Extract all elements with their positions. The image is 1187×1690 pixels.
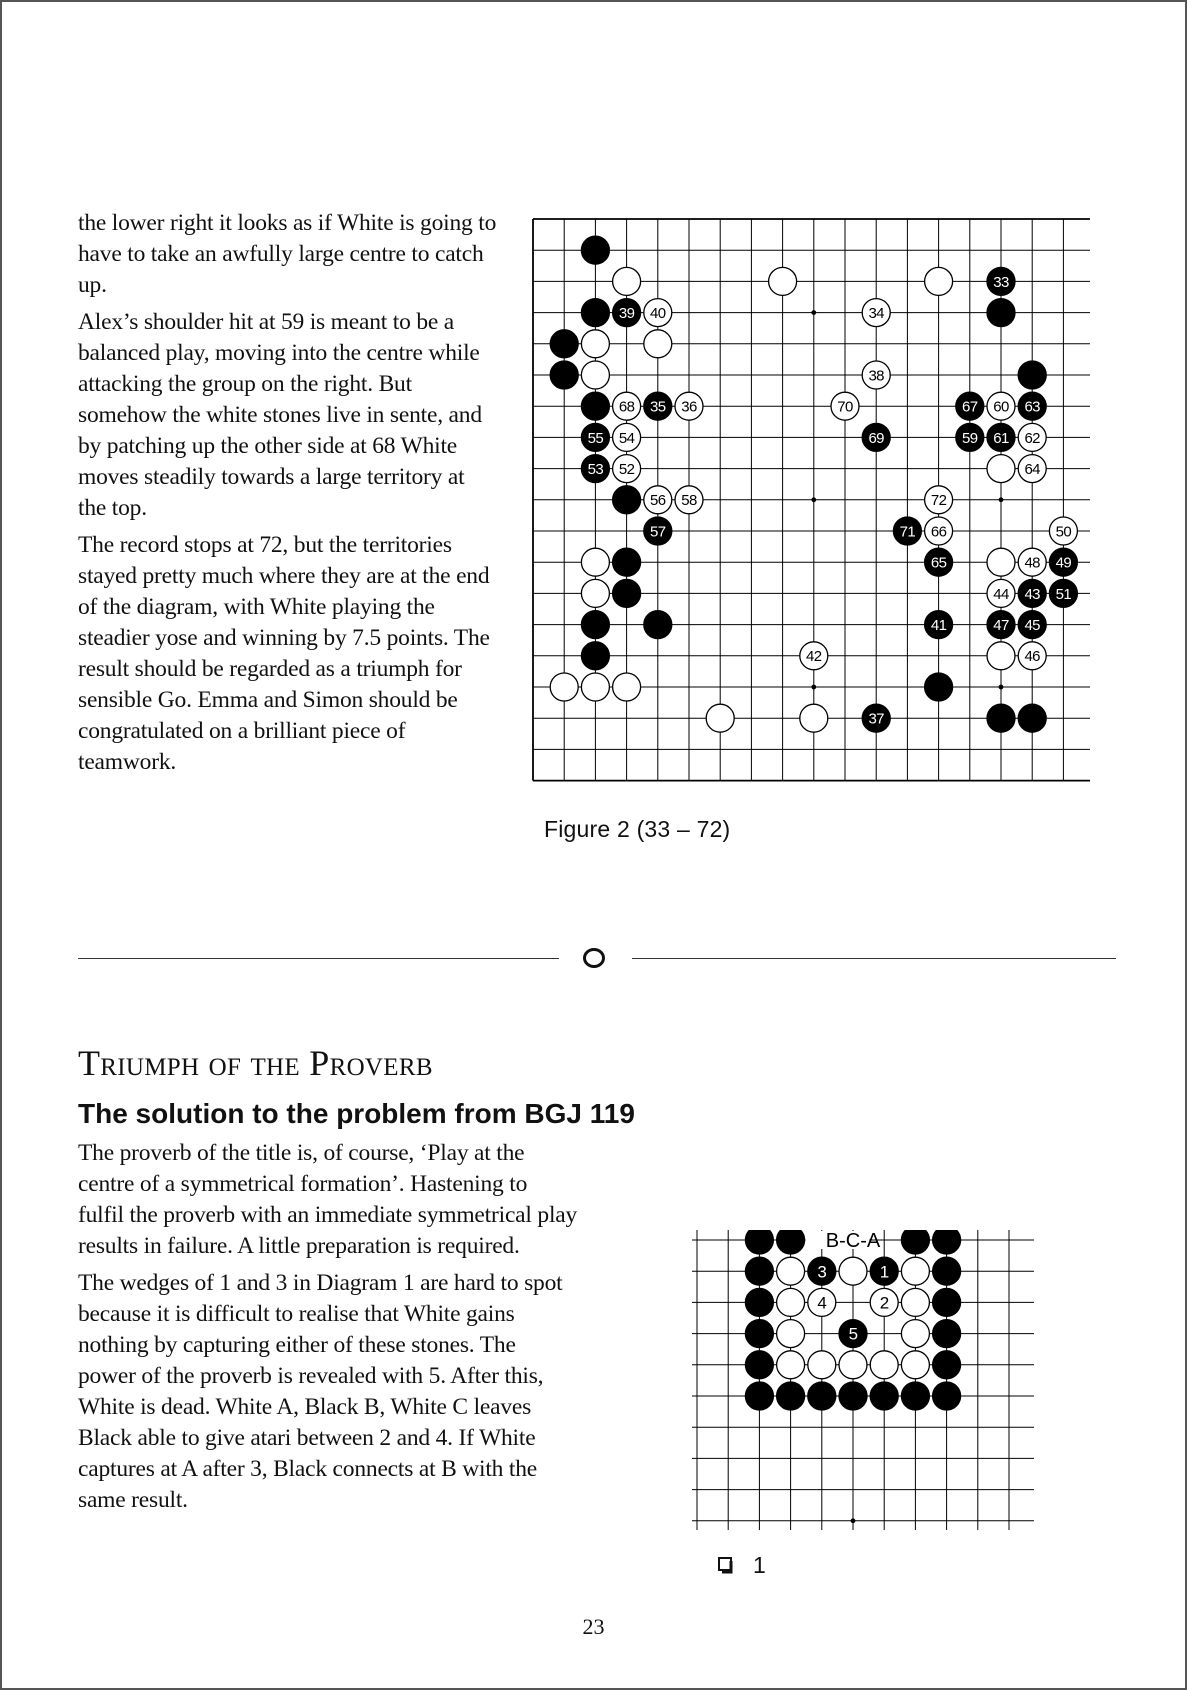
black-stone [613, 579, 641, 607]
stone-number: 56 [650, 492, 666, 510]
black-stone [933, 1257, 961, 1285]
stone-number: 36 [681, 398, 697, 416]
black-stone [745, 1320, 773, 1348]
white-stone [777, 1288, 805, 1316]
diagram-1-number: 1 [753, 1552, 766, 1578]
black-stone [1049, 579, 1077, 607]
black-stone [987, 611, 1015, 639]
white-stone [870, 1288, 898, 1316]
white-stone [613, 392, 641, 420]
stone-number: 40 [650, 305, 666, 322]
black-stone [933, 1320, 961, 1348]
stone-number: 43 [1024, 585, 1040, 603]
black-stone [870, 1257, 898, 1285]
stone-number: 33 [993, 273, 1009, 291]
black-stone [644, 392, 672, 420]
stone-number: 61 [993, 429, 1009, 447]
figure-2-caption: Figure 2 (33 – 72) [544, 816, 731, 842]
stone-number: 66 [930, 523, 947, 541]
stone-number: 38 [868, 367, 884, 385]
white-stone [800, 704, 828, 732]
black-stone [862, 423, 890, 451]
white-stone [831, 392, 859, 420]
white-stone [581, 330, 609, 358]
point-labels: B-C-A [825, 1230, 881, 1252]
paragraph: The proverb of the title is, of course, ‘Play at the centre of a symmetrical formation’. Hastening to fulfil the proverb with an immediate symmetrical play results in failure. A little preparation is required. [78, 1140, 578, 1259]
white-stone [777, 1320, 805, 1348]
black-stone [925, 548, 953, 576]
star-point [999, 685, 1004, 690]
stone-number: 62 [1024, 429, 1040, 447]
diagram-marker-icon [718, 1557, 735, 1574]
black-stone [1018, 704, 1046, 732]
black-stone [956, 423, 984, 451]
black-stone [933, 1382, 961, 1410]
page-number: 23 [582, 1614, 605, 1639]
white-stone [808, 1351, 836, 1379]
white-stone [1018, 642, 1046, 670]
white-stone [808, 1288, 836, 1316]
divider-rule-right [632, 958, 1116, 959]
white-stone [581, 579, 609, 607]
white-stone [925, 267, 953, 295]
stone-number: 42 [806, 648, 822, 666]
white-stone [901, 1257, 929, 1285]
divider-ornament-icon [583, 947, 605, 969]
white-stone [987, 642, 1015, 670]
black-stone [808, 1257, 836, 1285]
stone-number: 44 [993, 585, 1009, 603]
black-stone [745, 1257, 773, 1285]
white-stone [769, 267, 797, 295]
stone-number: 58 [681, 492, 697, 510]
stone-number: 69 [868, 429, 884, 447]
stone-number: 70 [837, 398, 853, 416]
white-stone [1018, 548, 1046, 576]
white-stone [675, 392, 703, 420]
stone-number: 41 [930, 617, 947, 634]
white-stone [862, 299, 890, 327]
black-stone [777, 1382, 805, 1410]
stone-number: 52 [618, 461, 635, 478]
stone-number: 68 [618, 398, 635, 416]
black-stone [1018, 392, 1046, 420]
black-stone [839, 1382, 867, 1410]
black-stone [550, 361, 578, 389]
white-stone [613, 267, 641, 295]
star-point [811, 497, 816, 502]
black-stone [745, 1230, 773, 1254]
white-stone [901, 1320, 929, 1348]
black-stone [933, 1351, 961, 1379]
black-stone [644, 611, 672, 639]
stone-number: 45 [1024, 617, 1040, 634]
white-stone [613, 673, 641, 701]
white-stone [987, 579, 1015, 607]
white-stone [581, 673, 609, 701]
black-stone [901, 1382, 929, 1410]
black-stone [987, 423, 1015, 451]
black-stone [613, 486, 641, 514]
white-stone [925, 517, 953, 545]
black-stone [870, 1382, 898, 1410]
black-stone [1018, 579, 1046, 607]
black-stone [956, 392, 984, 420]
stone-number: 4 [817, 1293, 827, 1313]
white-stone [613, 423, 641, 451]
stone-number: 35 [650, 398, 666, 416]
white-stone [777, 1351, 805, 1379]
black-stone [581, 299, 609, 327]
paragraph: Alex’s shoulder hit at 59 is meant to be a balanced play, moving into the centre while attacking the group on the right. But somehow the white stones live in sente, and by patching up the other side at 68 White moves steadily towards a large territory at the top. [78, 309, 482, 521]
star-point [999, 497, 1004, 502]
stone-number: 54 [618, 429, 635, 447]
paragraph: The record stops at 72, but the territories stayed pretty much where they are at the end of the diagram, with White playing the steadier yose and winning by 7.5 points. The result should be regarded as a triumph for sensible Go. Emma and Simon should be congratulated on a brilliant piece of teamwork. [78, 532, 490, 775]
stone-number: 3 [817, 1262, 827, 1282]
solution-text [78, 1138, 578, 1522]
stone-number: 51 [1055, 585, 1072, 603]
star-point [811, 685, 816, 690]
white-stone [613, 455, 641, 483]
black-stone [925, 673, 953, 701]
section-title: Triumph of the Proverb [78, 1043, 433, 1083]
white-stone [777, 1257, 805, 1285]
black-stone [987, 267, 1015, 295]
white-stone [581, 361, 609, 389]
stone-number: 67 [962, 398, 978, 416]
white-stone [550, 673, 578, 701]
black-stone [893, 517, 921, 545]
white-stone [1018, 455, 1046, 483]
white-stone [706, 704, 734, 732]
stone-number: 47 [993, 617, 1009, 634]
paragraph: the lower right it looks as if White is going to have to take an awfully large centre to catch up. [78, 210, 497, 298]
white-stone [987, 392, 1015, 420]
black-stone [581, 611, 609, 639]
white-stone [1049, 517, 1077, 545]
stone-number: 65 [930, 554, 947, 572]
stone-number: 46 [1024, 648, 1040, 666]
white-stone [581, 548, 609, 576]
stone-number: 64 [1024, 461, 1040, 478]
diagram-1-board [690, 1230, 1040, 1540]
stone-number: 5 [848, 1324, 858, 1344]
figure-2-board [530, 216, 1090, 786]
white-stone [644, 299, 672, 327]
black-stone [581, 642, 609, 670]
paragraph: The wedges of 1 and 3 in Diagram 1 are hard to spot because it is difficult to realise that White gains nothing by capturing either of these stones. The power of the proverb is revealed with 5. After this, White is dead. White A, Black B, White C leaves Black able to give atari between 2 and 4. If White captures at A after 3, Black connects at B with the same result. [78, 1270, 563, 1513]
black-stone [644, 517, 672, 545]
stone-number: 72 [930, 492, 947, 510]
stone-number: 50 [1055, 523, 1072, 541]
white-stone [644, 330, 672, 358]
stone-number: 39 [618, 305, 635, 322]
white-stone [862, 361, 890, 389]
stone-number: 1 [879, 1262, 889, 1282]
black-stone [745, 1351, 773, 1379]
stone-number: 34 [868, 305, 884, 322]
black-stone [1018, 611, 1046, 639]
stone-number: 55 [587, 429, 604, 447]
white-stone [675, 486, 703, 514]
white-stone [987, 455, 1015, 483]
article-continuation [78, 208, 498, 784]
diagram-1-caption [718, 1552, 766, 1579]
section-subtitle: The solution to the problem from BGJ 119 [78, 1098, 635, 1129]
black-stone [581, 423, 609, 451]
black-stone [839, 1320, 867, 1348]
black-stone [987, 704, 1015, 732]
stone-number: 53 [587, 461, 604, 478]
stone-number: 59 [962, 429, 978, 447]
stone-number: 71 [899, 523, 916, 541]
white-stone [800, 642, 828, 670]
star-point [811, 310, 816, 315]
black-stone [987, 299, 1015, 327]
white-stone [987, 548, 1015, 576]
black-stone [581, 236, 609, 264]
black-stone [808, 1382, 836, 1410]
white-stone [839, 1257, 867, 1285]
white-stone [901, 1351, 929, 1379]
black-stone [862, 704, 890, 732]
black-stone [745, 1382, 773, 1410]
black-stone [745, 1288, 773, 1316]
stone-number: 48 [1024, 554, 1040, 572]
white-stone [1018, 423, 1046, 451]
black-stone [613, 299, 641, 327]
stone-number: 37 [868, 710, 884, 728]
star-point [851, 1518, 856, 1523]
black-stone [777, 1230, 805, 1254]
white-stone [870, 1351, 898, 1379]
stone-number: 49 [1055, 554, 1072, 572]
stone-number: 2 [879, 1293, 889, 1313]
black-stone [1018, 361, 1046, 389]
white-stone [839, 1351, 867, 1379]
black-stone [581, 392, 609, 420]
section-divider [78, 942, 1116, 982]
black-stone [925, 611, 953, 639]
divider-rule-left [78, 958, 559, 959]
black-stone [901, 1230, 929, 1254]
white-stone [901, 1288, 929, 1316]
black-stone [550, 330, 578, 358]
white-stone [644, 486, 672, 514]
black-stone [1049, 548, 1077, 576]
black-stone [581, 455, 609, 483]
black-stone [933, 1288, 961, 1316]
black-stone [933, 1230, 961, 1254]
white-stone [925, 486, 953, 514]
stone-number: 60 [993, 398, 1009, 416]
stone-number: 57 [650, 523, 666, 541]
black-stone [613, 548, 641, 576]
stone-number: 63 [1024, 398, 1040, 416]
